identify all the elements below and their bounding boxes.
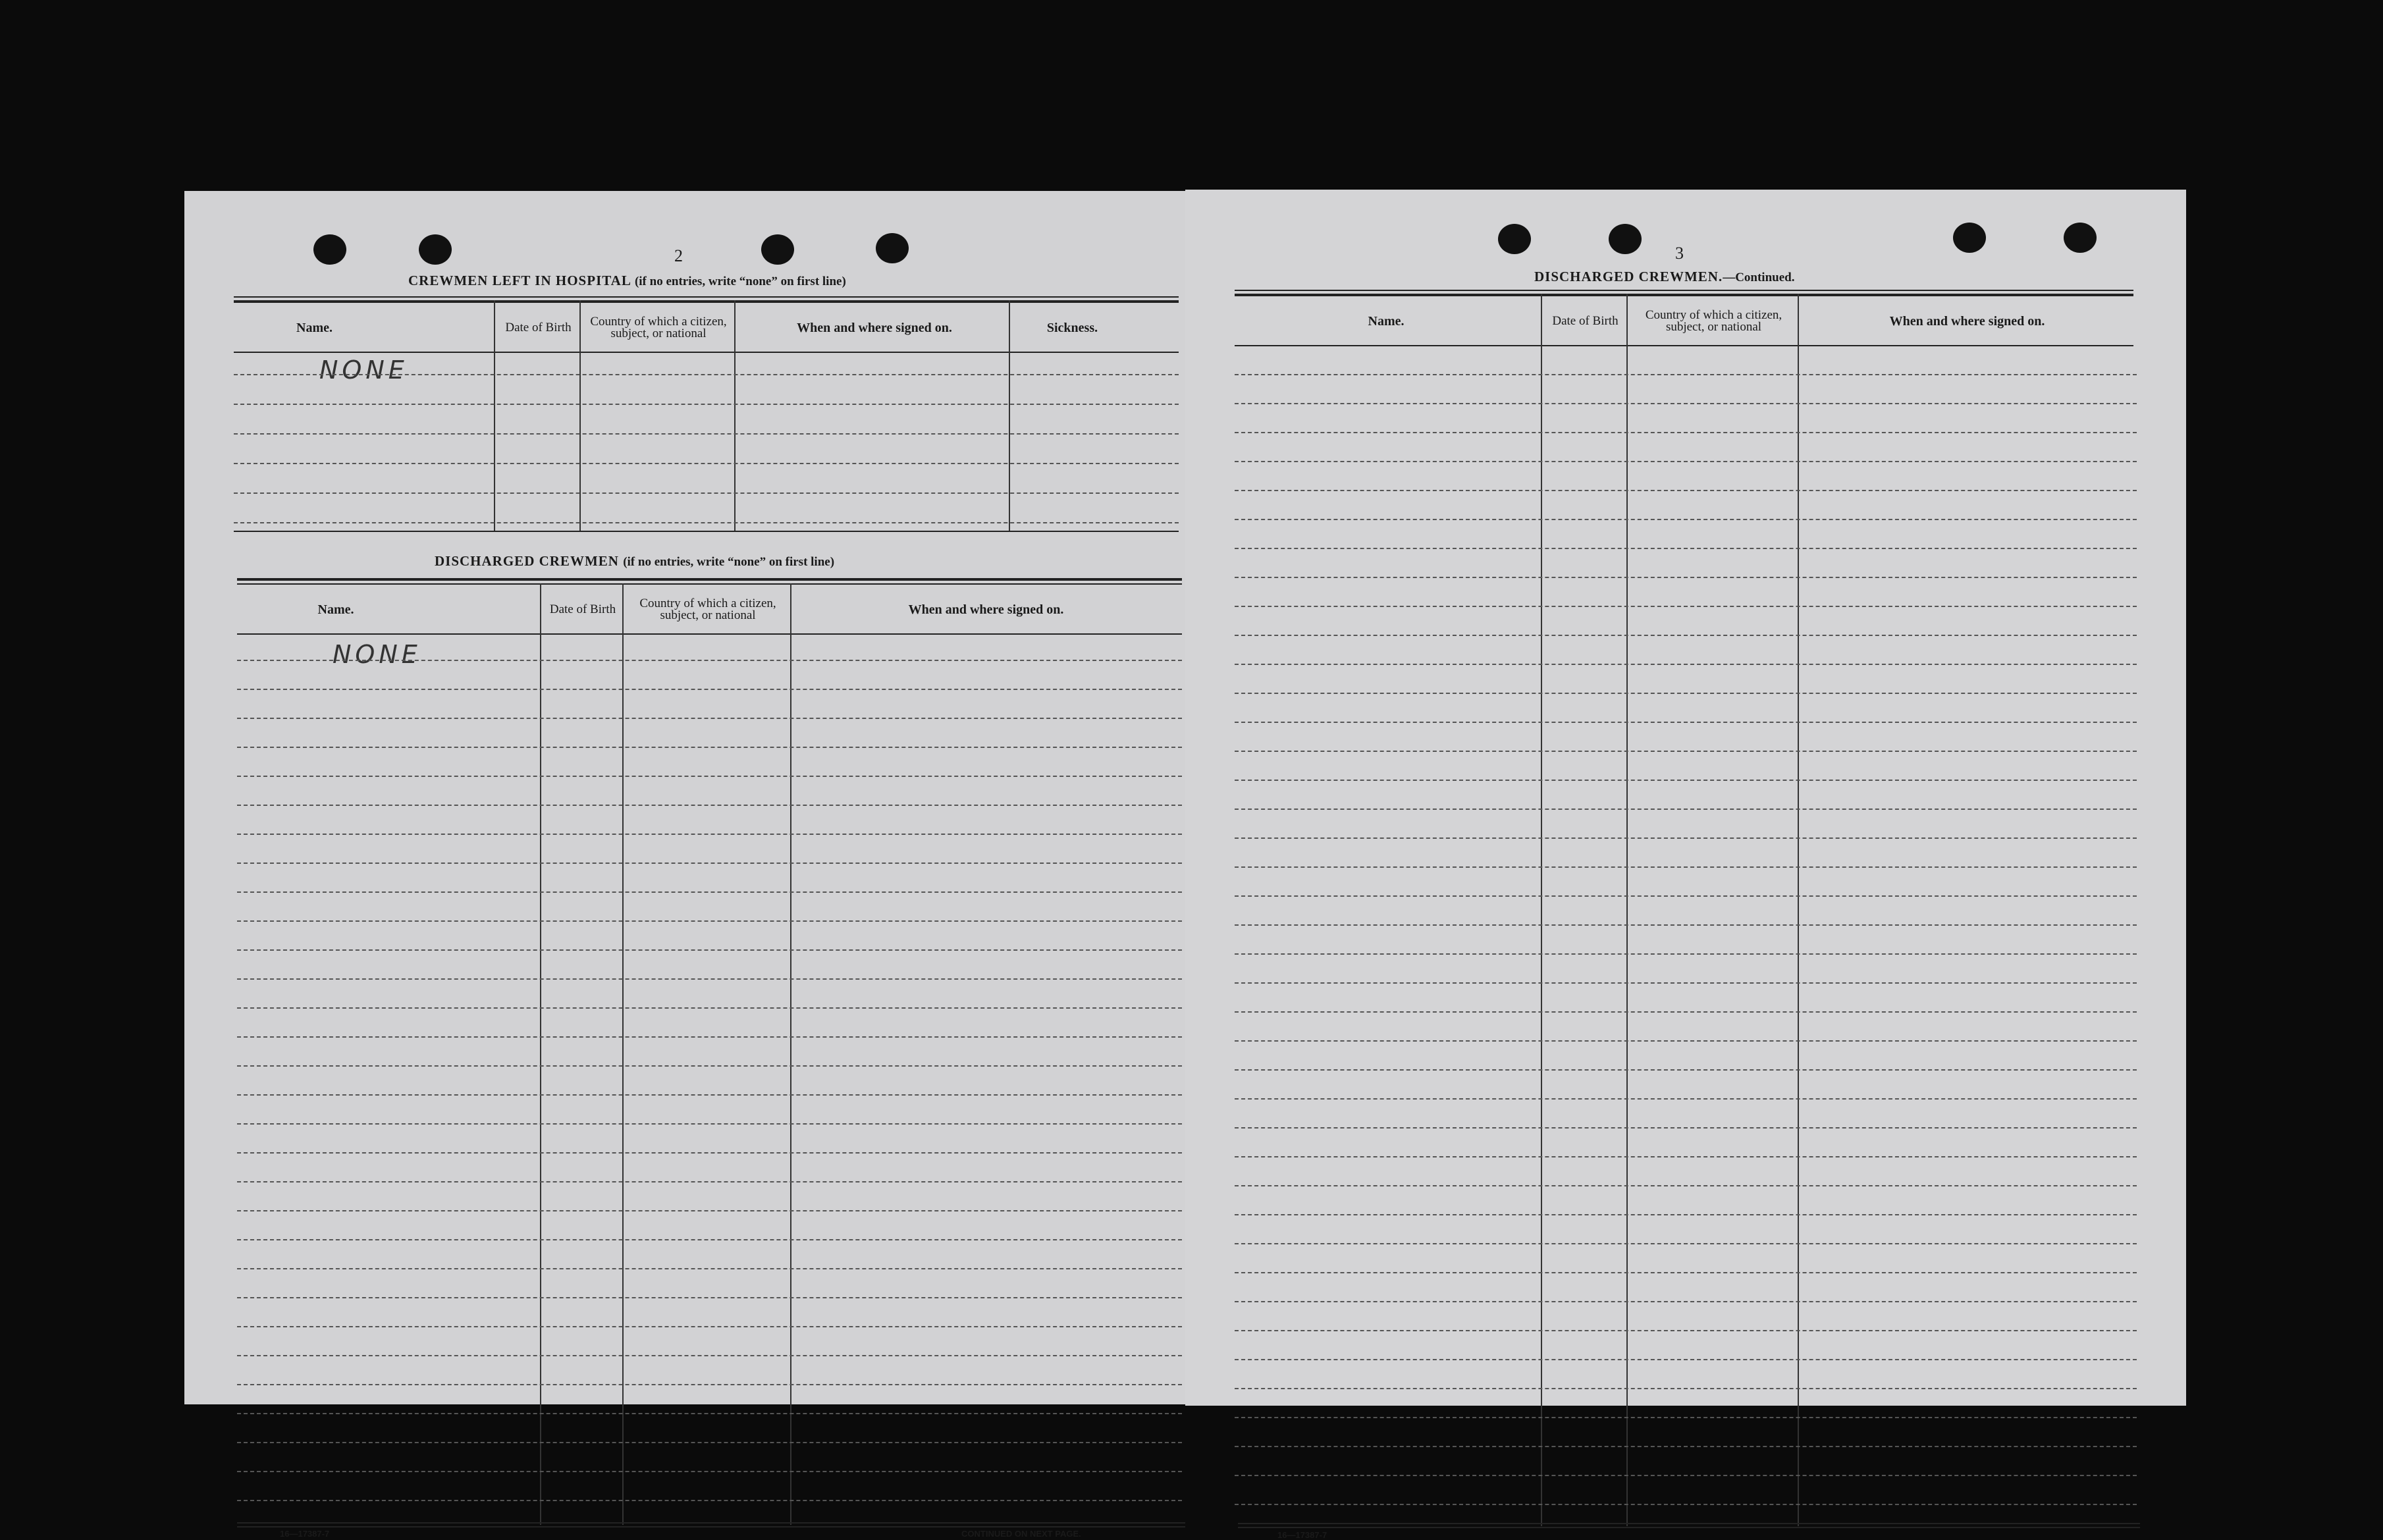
entry-line bbox=[237, 978, 1182, 980]
col-signed-header: When and where signed on. bbox=[908, 602, 1064, 617]
discharged-title-text: DISCHARGED CREWMEN bbox=[435, 553, 619, 569]
punch-hole-icon bbox=[1498, 224, 1531, 254]
entry-line bbox=[1235, 461, 2137, 462]
punch-hole-icon bbox=[876, 233, 909, 263]
discharged-continued-title-text: DISCHARGED CREWMEN. bbox=[1534, 269, 1723, 284]
entry-line bbox=[1235, 837, 2137, 839]
entry-line bbox=[237, 1297, 1182, 1298]
entry-line bbox=[1235, 548, 2137, 549]
right-bottom-rule bbox=[1238, 1527, 2140, 1528]
entry-line bbox=[237, 920, 1182, 922]
entry-line bbox=[1235, 693, 2137, 694]
col-dob-header: Date of Birth bbox=[505, 321, 572, 334]
entry-line bbox=[1235, 432, 2137, 433]
entry-line bbox=[1235, 1011, 2137, 1013]
column-divider bbox=[734, 300, 736, 531]
punch-hole-icon bbox=[419, 234, 452, 265]
discharged-bottom-rule bbox=[237, 1526, 1185, 1527]
col-sickness-header: Sickness. bbox=[1046, 321, 1098, 335]
hospital-handwritten-entry: NONE bbox=[319, 356, 408, 385]
entry-line bbox=[237, 1152, 1182, 1154]
discharged-top-rule bbox=[237, 578, 1182, 581]
entry-line bbox=[1235, 1417, 2137, 1418]
col-signed-header: When and where signed on. bbox=[1889, 314, 2045, 329]
hospital-title bbox=[408, 273, 846, 289]
column-divider bbox=[494, 300, 495, 531]
entry-line bbox=[1235, 1098, 2137, 1100]
hospital-top-rule bbox=[234, 296, 1179, 298]
punch-hole-icon bbox=[1953, 223, 1986, 253]
entry-line bbox=[1235, 577, 2137, 578]
left-page bbox=[184, 191, 1192, 1539]
punch-hole-icon bbox=[2064, 223, 2097, 253]
entry-line bbox=[237, 1326, 1182, 1327]
col-name-header: Name. bbox=[317, 602, 354, 617]
hospital-bottom-rule bbox=[234, 531, 1179, 532]
col-name-header: Name. bbox=[1368, 314, 1405, 329]
entry-line bbox=[237, 1471, 1182, 1472]
entry-line bbox=[237, 1181, 1182, 1182]
entry-line bbox=[1235, 1127, 2137, 1128]
discharged-continued-title bbox=[1534, 269, 1794, 285]
punch-hole-icon bbox=[1609, 224, 1642, 254]
column-divider bbox=[579, 300, 581, 531]
entry-line bbox=[1235, 1301, 2137, 1302]
entry-line bbox=[237, 863, 1182, 864]
discharged-header-rule bbox=[237, 633, 1182, 635]
hospital-top-rule bbox=[234, 300, 1179, 303]
discharged-title bbox=[435, 553, 834, 570]
entry-line bbox=[237, 747, 1182, 748]
entry-line bbox=[234, 522, 1179, 523]
entry-line bbox=[1235, 866, 2137, 868]
entry-line bbox=[1235, 1040, 2137, 1042]
entry-line bbox=[234, 433, 1179, 435]
entry-line bbox=[1235, 722, 2137, 723]
entry-line bbox=[1235, 490, 2137, 491]
entry-line bbox=[1235, 606, 2137, 607]
discharged-handwritten-entry: NONE bbox=[333, 640, 421, 669]
entry-line bbox=[1235, 403, 2137, 404]
entry-line bbox=[237, 1065, 1182, 1067]
entry-line bbox=[237, 805, 1182, 806]
entry-line bbox=[237, 1036, 1182, 1038]
entry-line bbox=[1235, 1504, 2137, 1505]
entry-line bbox=[237, 1239, 1182, 1240]
col-country-header: Country of which a citizen, subject, or national bbox=[1645, 308, 1782, 334]
hospital-header-rule bbox=[234, 352, 1179, 353]
column-divider bbox=[1626, 294, 1628, 1526]
entry-line bbox=[237, 1268, 1182, 1269]
entry-line bbox=[1235, 1359, 2137, 1360]
entry-line bbox=[1235, 1214, 2137, 1215]
entry-line bbox=[1235, 751, 2137, 752]
discharged-bottom-rule bbox=[237, 1522, 1185, 1524]
column-divider bbox=[1798, 294, 1799, 1526]
entry-line bbox=[1235, 635, 2137, 636]
entry-line bbox=[237, 949, 1182, 951]
entry-line bbox=[234, 463, 1179, 464]
right-header-rule bbox=[1235, 345, 2133, 346]
entry-line bbox=[237, 1123, 1182, 1125]
entry-line bbox=[1235, 1185, 2137, 1186]
entry-line bbox=[237, 689, 1182, 690]
right-page bbox=[1185, 190, 2186, 1540]
entry-line bbox=[237, 1384, 1182, 1385]
col-signed-header: When and where signed on. bbox=[797, 321, 952, 335]
col-name-header: Name. bbox=[296, 321, 333, 335]
punch-hole-icon bbox=[761, 234, 794, 265]
form-number: 16—17387-7 bbox=[280, 1529, 330, 1539]
continued-note: CONTINUED ON NEXT PAGE. bbox=[961, 1529, 1081, 1539]
entry-line bbox=[1235, 1475, 2137, 1476]
entry-line bbox=[237, 1500, 1182, 1501]
hospital-instruction: (if no entries, write “none” on first line) bbox=[634, 275, 846, 288]
entry-line bbox=[1235, 1446, 2137, 1447]
right-top-rule bbox=[1235, 294, 2133, 296]
hospital-title-text: CREWMEN LEFT IN HOSPITAL bbox=[408, 273, 631, 288]
entry-line bbox=[1235, 924, 2137, 926]
col-country-header: Country of which a citizen, subject, or national bbox=[590, 315, 727, 340]
column-divider bbox=[1541, 294, 1542, 1526]
entry-line bbox=[1235, 1243, 2137, 1244]
entry-line bbox=[1235, 374, 2137, 375]
entry-line bbox=[1235, 519, 2137, 520]
entry-line bbox=[234, 374, 1179, 375]
entry-line bbox=[237, 1007, 1182, 1009]
entry-line bbox=[1235, 1330, 2137, 1331]
punch-hole-icon bbox=[313, 234, 346, 265]
entry-line bbox=[1235, 953, 2137, 955]
entry-line bbox=[237, 891, 1182, 893]
entry-line bbox=[237, 718, 1182, 719]
entry-line bbox=[1235, 664, 2137, 665]
entry-line bbox=[237, 1094, 1182, 1096]
entry-line bbox=[234, 404, 1179, 405]
right-top-rule bbox=[1235, 290, 2133, 291]
column-divider bbox=[1009, 300, 1010, 531]
discharged-top-rule bbox=[237, 583, 1182, 585]
entry-line bbox=[237, 1442, 1182, 1443]
page-number: 3 bbox=[1675, 244, 1684, 263]
col-dob-header: Date of Birth bbox=[549, 602, 616, 616]
entry-line bbox=[1235, 780, 2137, 781]
entry-line bbox=[1235, 895, 2137, 897]
entry-line bbox=[1235, 1156, 2137, 1157]
page-number: 2 bbox=[674, 246, 683, 265]
continued-suffix: —Continued. bbox=[1723, 271, 1795, 284]
right-bottom-rule bbox=[1238, 1523, 2140, 1524]
entry-line bbox=[1235, 982, 2137, 984]
entry-line bbox=[1235, 1272, 2137, 1273]
entry-line bbox=[234, 492, 1179, 494]
entry-line bbox=[237, 660, 1182, 661]
col-dob-header: Date of Birth bbox=[1552, 314, 1619, 328]
entry-line bbox=[237, 776, 1182, 777]
entry-line bbox=[237, 1413, 1182, 1414]
form-number: 16—17387-7 bbox=[1277, 1530, 1327, 1540]
col-country-header: Country of which a citizen, subject, or national bbox=[639, 597, 776, 622]
entry-line bbox=[1235, 809, 2137, 810]
entry-line bbox=[237, 1355, 1182, 1356]
entry-line bbox=[1235, 1069, 2137, 1071]
discharged-instruction: (if no entries, write “none” on first line) bbox=[623, 555, 835, 569]
entry-line bbox=[1235, 1388, 2137, 1389]
entry-line bbox=[237, 1210, 1182, 1211]
entry-line bbox=[237, 834, 1182, 835]
